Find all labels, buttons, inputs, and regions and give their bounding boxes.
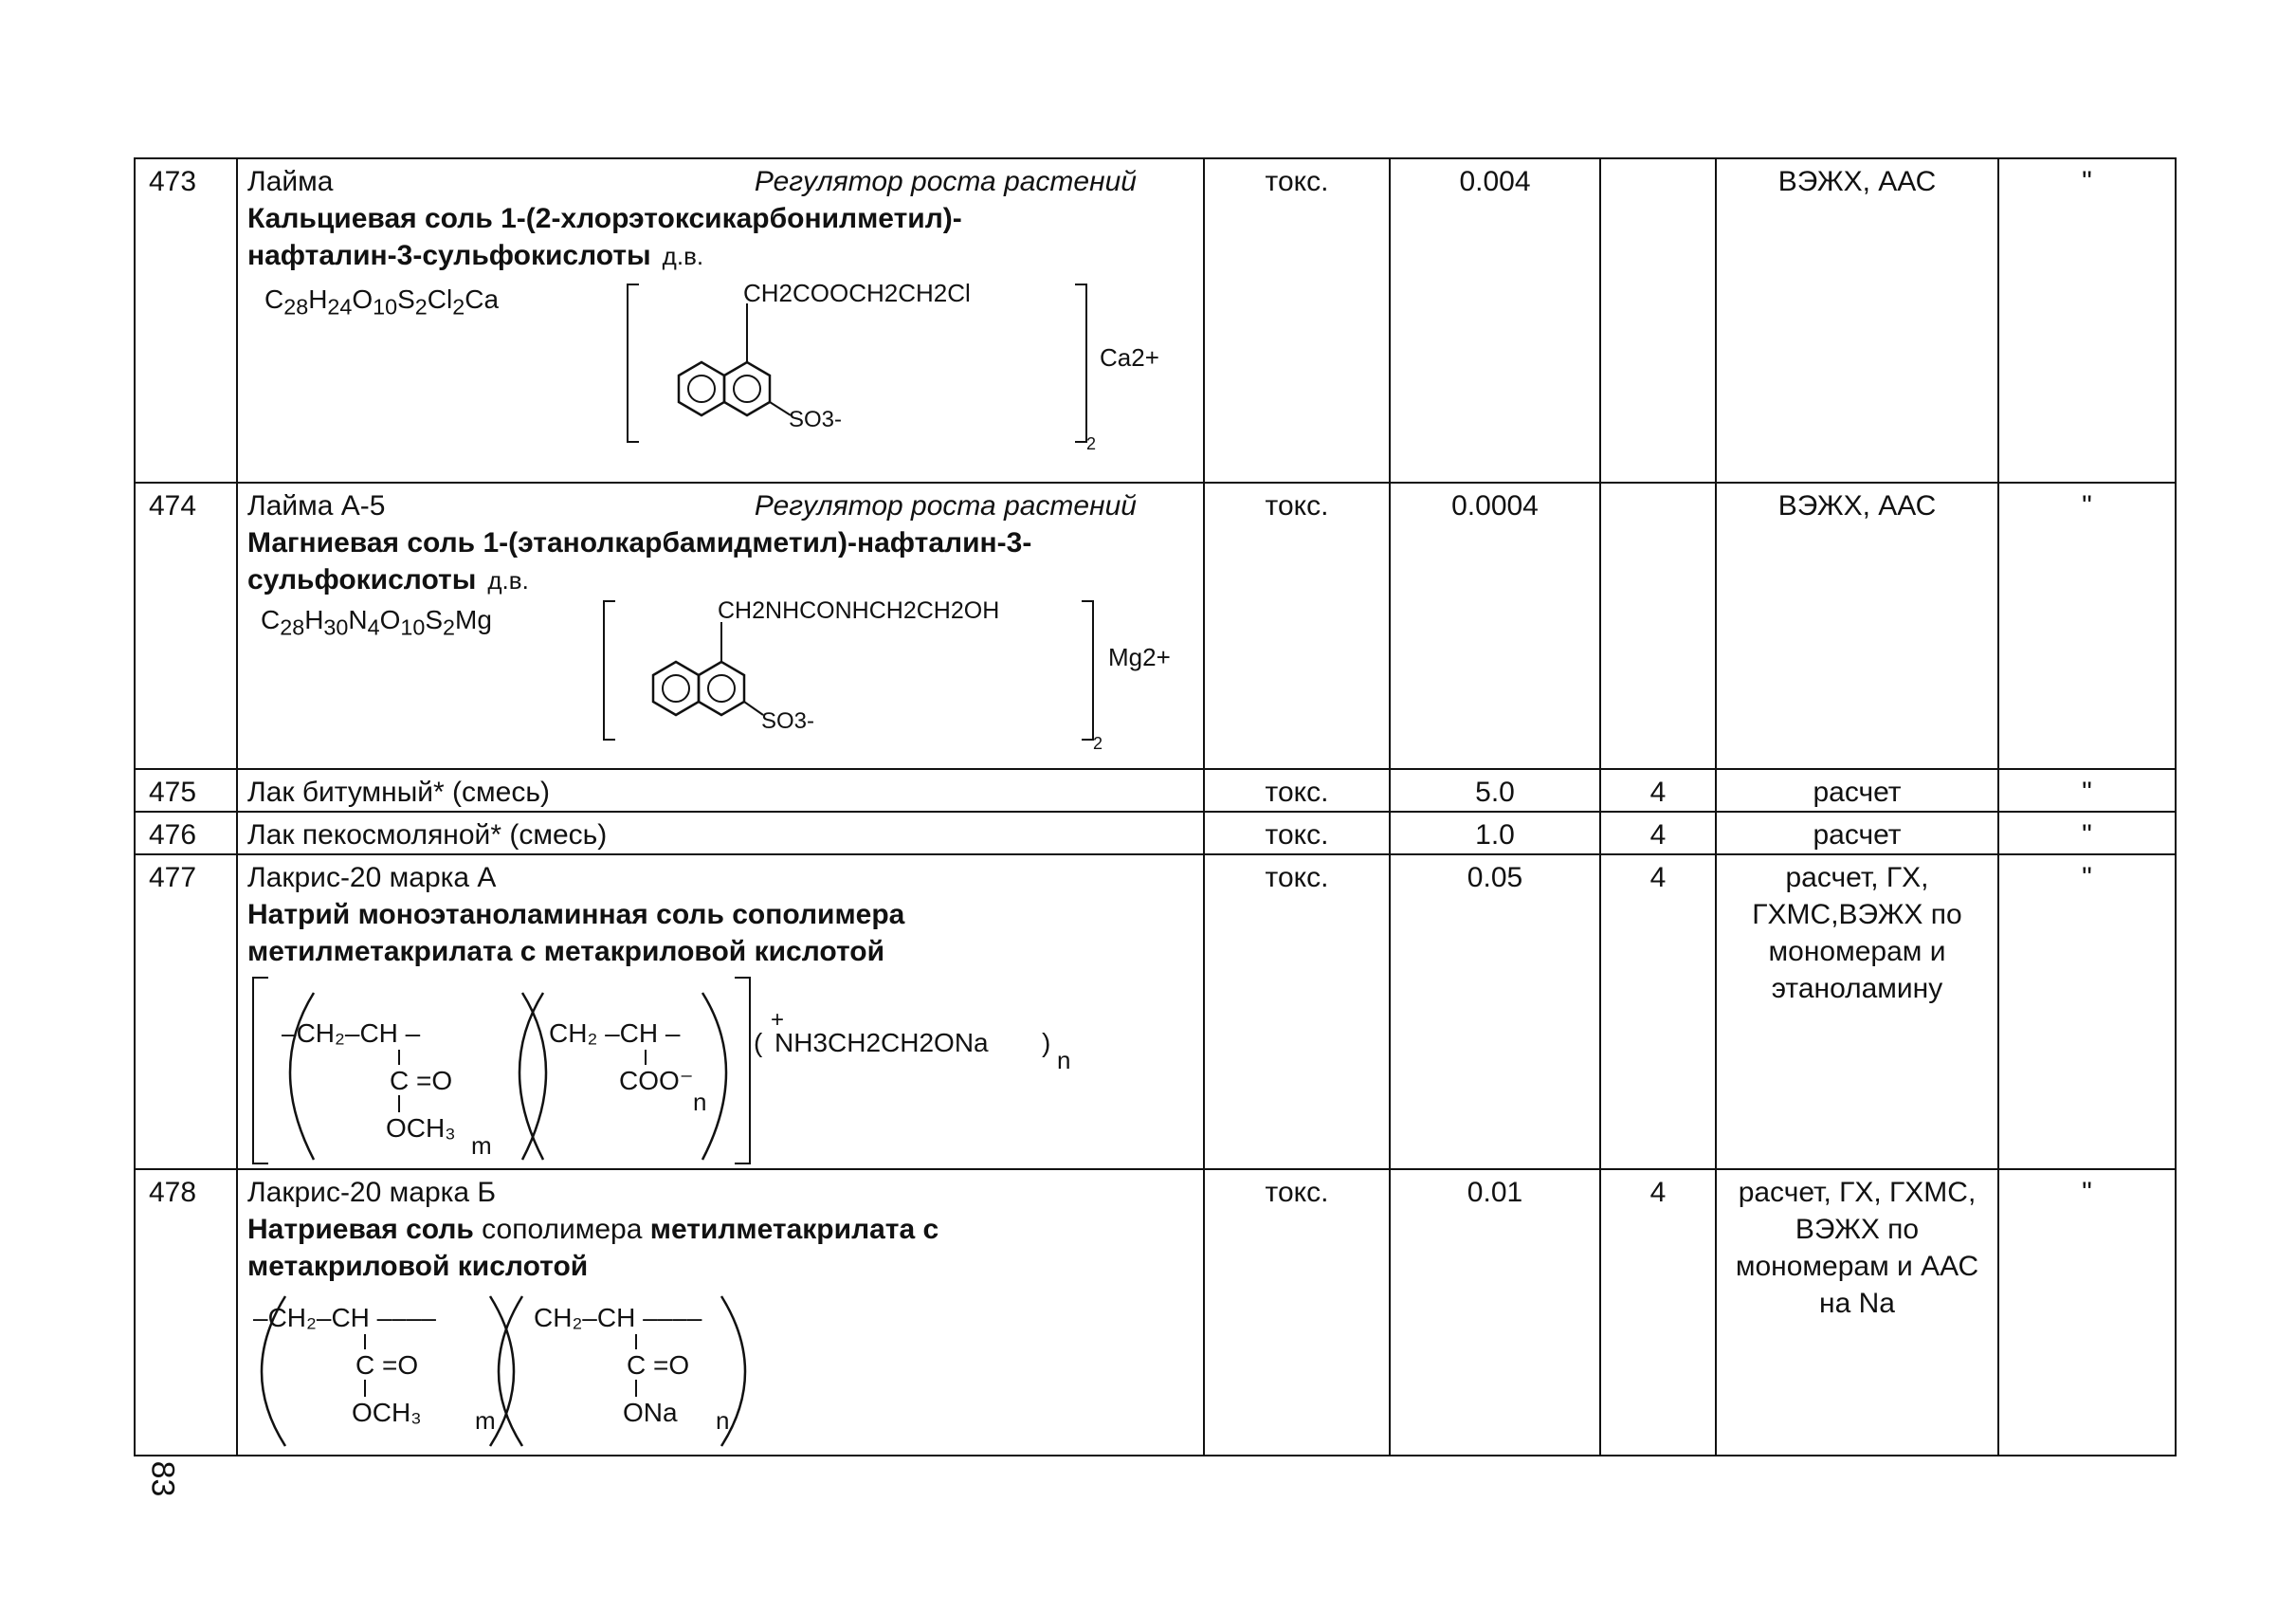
value-cell: 0.004 xyxy=(1390,158,1600,483)
svg-text:OCH₃: OCH₃ xyxy=(352,1398,422,1427)
cation-label: Ca2+ xyxy=(1100,343,1159,372)
ditto-cell: " xyxy=(1998,483,2176,769)
svg-text:+: + xyxy=(771,1007,785,1033)
chemical-name: Натрий моноэтаноламинная соль сополимера метилметакрилата с метакриловой кислотой xyxy=(247,899,905,967)
chemical-name: Магниевая соль 1-(этанолкарбамидметил)-нафталин-3-сульфокислоты д.в. xyxy=(247,527,1032,595)
row-number: 473 xyxy=(135,158,237,483)
table-row xyxy=(135,769,2176,812)
svg-text:2: 2 xyxy=(1086,434,1097,451)
trade-name: Лайма xyxy=(247,166,334,197)
svg-text:m: m xyxy=(471,1131,492,1160)
svg-text:–CH₂–CH ––––: –CH₂–CH –––– xyxy=(253,1303,436,1332)
ditto-cell: " xyxy=(1998,158,2176,483)
substance-cell xyxy=(237,483,1204,769)
row-number: 478 xyxy=(135,1169,237,1456)
svg-text:C =O: C =O xyxy=(355,1350,419,1380)
sulfo-label: SO3- xyxy=(789,407,843,432)
svg-text:–CH₂–CH –: –CH₂–CH – xyxy=(282,1018,421,1048)
substance-name: Лак пекосмоляной* (смесь) xyxy=(237,812,1204,854)
row-number: 475 xyxy=(135,769,237,812)
method-cell: ВЭЖХ, ААС xyxy=(1716,483,1998,769)
tox-cell: токс. xyxy=(1204,158,1390,483)
value-cell: 0.0004 xyxy=(1390,483,1600,769)
hazard-cell: 4 xyxy=(1600,769,1716,812)
substance-role: Регулятор роста растений xyxy=(754,166,1137,197)
hazard-cell: 4 xyxy=(1600,1169,1716,1456)
svg-text:ONa: ONa xyxy=(623,1398,678,1427)
table-row xyxy=(135,812,2176,854)
svg-text:n: n xyxy=(693,1088,707,1116)
table-row xyxy=(135,483,2176,769)
substance-name: Лак битумный* (смесь) xyxy=(237,769,1204,812)
method-cell: расчет xyxy=(1716,769,1998,812)
table-row xyxy=(135,1169,2176,1456)
counter-ion-label: NH3CH2CH2ONa xyxy=(774,1028,989,1057)
ditto-cell: " xyxy=(1998,769,2176,812)
page-number: 83 xyxy=(144,1460,181,1497)
value-cell: 5.0 xyxy=(1390,769,1600,812)
substance-cell xyxy=(237,1169,1204,1456)
chemical-name: Натриевая соль сополимера метилметакрилата с метакриловой кислотой xyxy=(247,1214,939,1282)
copolymer-structure xyxy=(247,974,1082,1168)
chemical-name: Кальциевая соль 1-(2-хлорэтоксикарбонилметил)-нафталин-3-сульфокислоты д.в. xyxy=(247,203,962,271)
hazard-cell xyxy=(1600,483,1716,769)
tox-cell: токс. xyxy=(1204,854,1390,1169)
table-row xyxy=(135,854,2176,1169)
value-cell: 0.01 xyxy=(1390,1169,1600,1456)
ditto-cell: " xyxy=(1998,854,2176,1169)
copolymer-structure xyxy=(247,1287,816,1453)
method-cell: расчет, ГХ, ГХМС,ВЭЖХ по мономерам и этаноламину xyxy=(1716,854,1998,1169)
method-cell: расчет xyxy=(1716,812,1998,854)
svg-text:2: 2 xyxy=(1093,734,1103,753)
row-number: 477 xyxy=(135,854,237,1169)
svg-text:n: n xyxy=(1057,1046,1071,1074)
hazard-cell: 4 xyxy=(1600,854,1716,1169)
substance-header xyxy=(247,163,1194,200)
molecular-formula: $C_{28}H_{30}N_4O_{10}S_2Mg$ xyxy=(261,605,492,640)
trade-name: Лайма А-5 xyxy=(247,490,386,522)
value-cell: 1.0 xyxy=(1390,812,1600,854)
svg-text:): ) xyxy=(1042,1028,1051,1057)
ditto-cell: " xyxy=(1998,812,2176,854)
tox-cell: токс. xyxy=(1204,1169,1390,1456)
tox-cell: токс. xyxy=(1204,769,1390,812)
svg-text:m: m xyxy=(475,1406,496,1435)
svg-text:CH₂–CH ––––: CH₂–CH –––– xyxy=(534,1303,702,1332)
substance-cell xyxy=(237,158,1204,483)
substance-header xyxy=(247,487,1194,524)
trade-name: Лакрис-20 марка А xyxy=(247,862,497,893)
substance-cell xyxy=(237,854,1204,1169)
structure-473 xyxy=(247,275,1194,455)
hazard-cell xyxy=(1600,158,1716,483)
method-cell: расчет, ГХ, ГХМС, ВЭЖХ по мономерам и ААС на Na xyxy=(1716,1169,1998,1456)
substituent-label: CH2COOCH2CH2Cl xyxy=(743,279,971,307)
svg-text:C =O: C =O xyxy=(627,1350,690,1380)
row-number: 474 xyxy=(135,483,237,769)
naphthalene-structure xyxy=(622,271,1191,451)
structure-474 xyxy=(247,599,1194,751)
svg-text:COO⁻: COO⁻ xyxy=(619,1066,694,1095)
svg-text:CH₂ –CH –: CH₂ –CH – xyxy=(549,1018,681,1048)
substituent-label: CH2NHCONHCH2CH2OH xyxy=(718,597,1000,624)
svg-text:OCH₃: OCH₃ xyxy=(386,1113,456,1143)
method-cell: ВЭЖХ, ААС xyxy=(1716,158,1998,483)
cation-label: Mg2+ xyxy=(1108,643,1171,671)
svg-text:C =O: C =O xyxy=(390,1066,453,1095)
trade-name: Лакрис-20 марка Б xyxy=(247,1177,497,1208)
naphthalene-structure xyxy=(598,597,1205,759)
substance-role: Регулятор роста растений xyxy=(754,490,1137,522)
table-row xyxy=(135,158,2176,483)
molecular-formula: $C_{28}H_{24}O_{10}S_2Cl_2Ca$ xyxy=(264,284,500,320)
row-number: 476 xyxy=(135,812,237,854)
value-cell: 0.05 xyxy=(1390,854,1600,1169)
sulfo-label: SO3- xyxy=(761,708,815,734)
tox-cell: токс. xyxy=(1204,483,1390,769)
svg-text:n: n xyxy=(716,1406,730,1435)
svg-text:(: ( xyxy=(754,1028,763,1057)
ditto-cell: " xyxy=(1998,1169,2176,1456)
substances-table xyxy=(134,157,2177,1456)
tox-cell: токс. xyxy=(1204,812,1390,854)
hazard-cell: 4 xyxy=(1600,812,1716,854)
